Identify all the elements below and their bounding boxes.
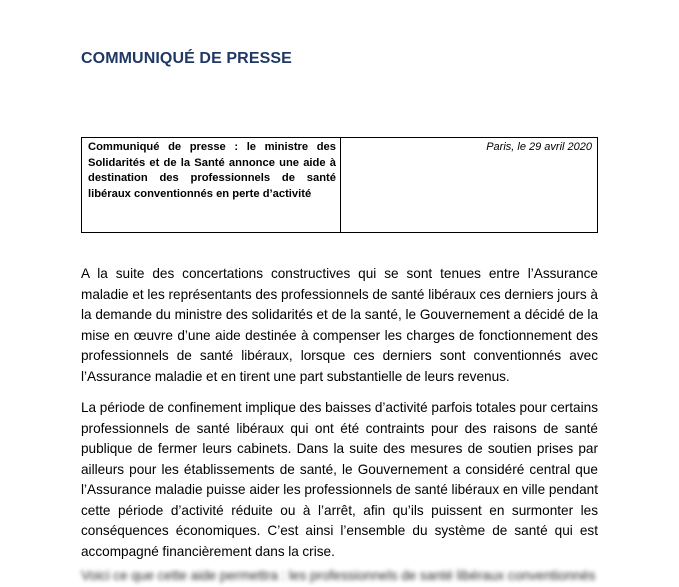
press-release-title: Communiqué de presse : le ministre des Solidarités et de la Santé annonce une aide à destination des professionnels de santé libéraux conventionnés en perte d’activité bbox=[88, 141, 336, 200]
press-release-heading: COMMUNIQUÉ DE PRESSE bbox=[81, 50, 292, 67]
body-paragraph: La période de confinement implique des baisses d’activité parfois totales pour certains professionnels de santé libéraux qui ont été contraints pour des raisons de santé publique de fermer leurs cabinets. Dans la suite des mesures de soutien prises par ailleurs pour les établissements de santé, le Gouvernement a considéré central que l’Assurance maladie puisse aider les professionnels de santé libéraux en ville pendant cette période d’activité réduite ou à l’arrêt, afin qu’ils puissent en surmonter les conséquences économiques. C’est ainsi l’ensemble du système de santé qui est accompagné financièrement dans la crise. bbox=[81, 400, 598, 559]
info-box-date-cell bbox=[341, 138, 597, 232]
body-paragraph-cut-off: Voici ce que cette aide permettra : les professionnels de santé libéraux conventionnés bbox=[81, 568, 596, 583]
body-paragraph: A la suite des concertations constructives qui se sont tenues entre l’Assurance maladie et les représentants des professionnels de santé libéraux ces derniers jours à la demande du ministre des solidarités et de la santé, le Gouvernement a décidé de la mise en œuvre d’une aide destinée à compenser les charges de fonctionnement des professionnels de santé libéraux, lorsque ces derniers sont conventionnés avec l’Assurance maladie et en tirent une part substantielle de leurs revenus. bbox=[81, 266, 598, 384]
info-box-title-cell bbox=[82, 138, 341, 232]
header-info-box bbox=[81, 137, 598, 233]
press-release-date: Paris, le 29 avril 2020 bbox=[486, 141, 592, 153]
